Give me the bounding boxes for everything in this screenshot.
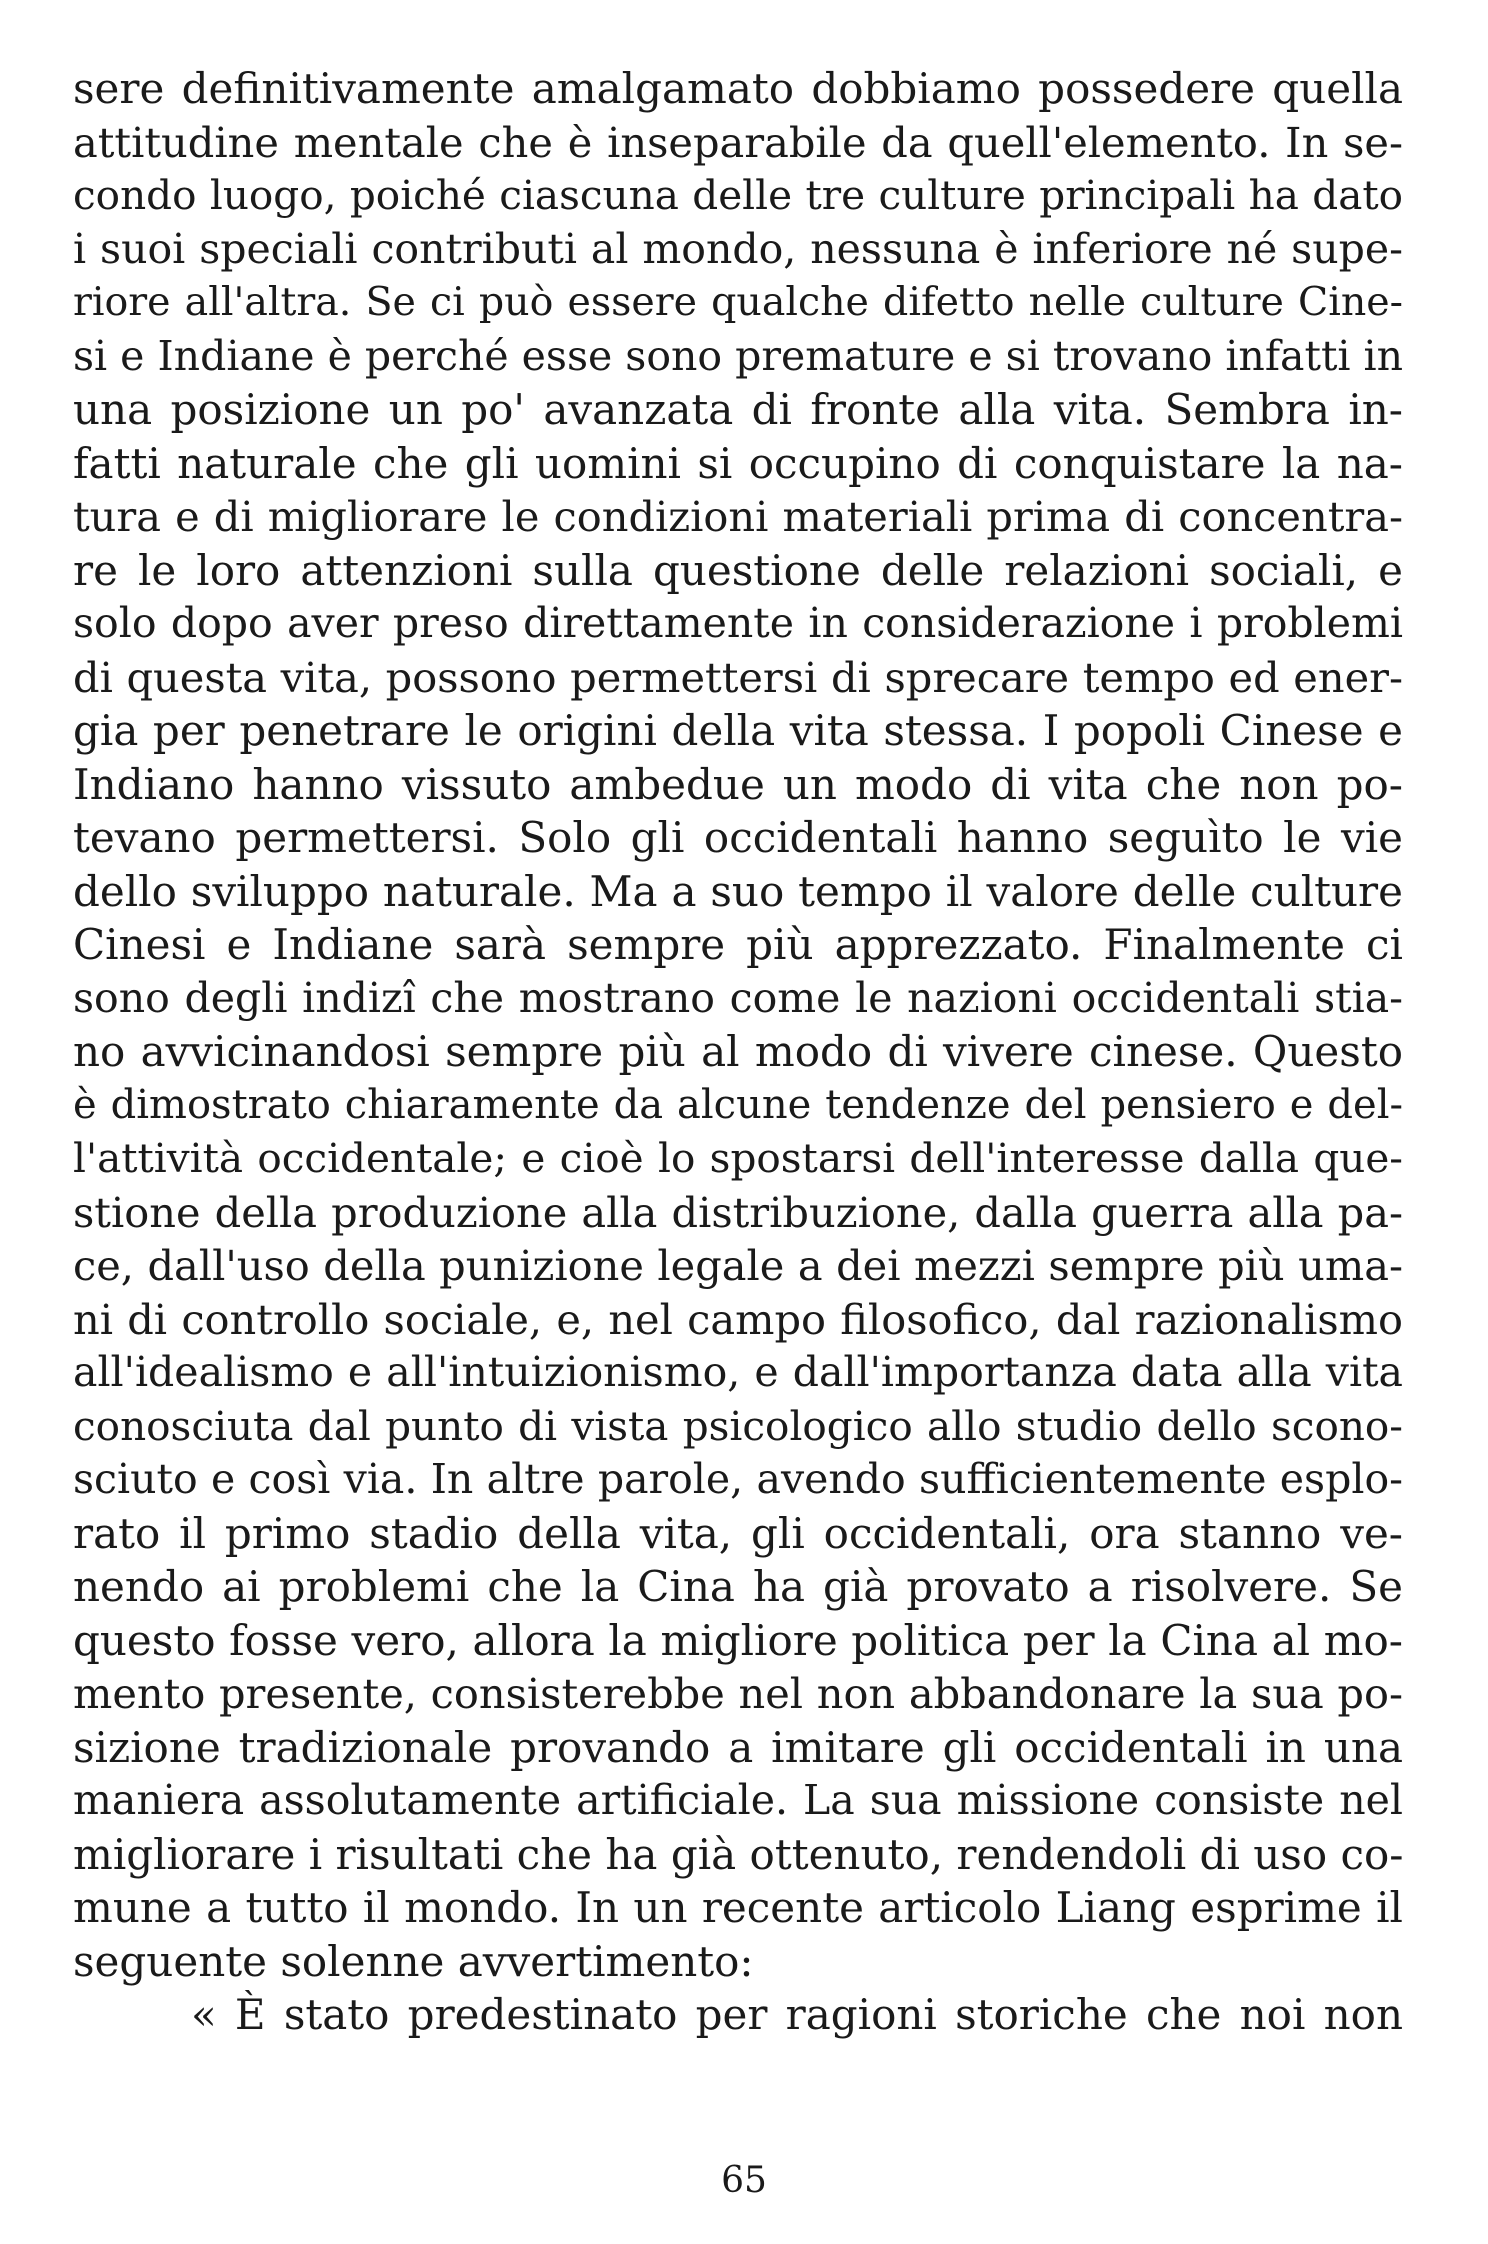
text-line: i suoi speciali contributi al mondo, nessuna è inferiore né supe-	[73, 224, 1403, 273]
text-line: tura e di migliorare le condizioni materiali prima di concentra-	[73, 492, 1403, 541]
text-line: migliorare i risultati che ha già ottenuto, rendendoli di uso co-	[73, 1829, 1404, 1879]
text-line: Cinesi e Indiane sarà sempre più apprezzato. Finalmente ci	[73, 920, 1403, 969]
quote-line: « È stato predestinato per ragioni storiche che noi non	[191, 1990, 1403, 2039]
text-line: mento presente, consisterebbe nel non abbandonare la sua po-	[73, 1669, 1403, 1718]
text-line: riore all'altra. Se ci può essere qualche difetto nelle culture Cine-	[73, 279, 1403, 325]
text-line: mune a tutto il mondo. In un recente articolo Liang esprime il	[73, 1883, 1403, 1932]
text-line: conosciuta dal punto di vista psicologico allo studio dello scono-	[73, 1401, 1403, 1450]
text-line: gia per penetrare le origini della vita stessa. I popoli Cinese e	[73, 706, 1403, 755]
text-line: solo dopo aver preso direttamente in considerazione i problemi	[73, 599, 1403, 647]
text-line: no avvicinandosi sempre più al modo di vivere cinese. Questo	[73, 1027, 1403, 1076]
page-number: 65	[721, 2160, 767, 2201]
text-line: attitudine mentale che è inseparabile da quell'elemento. In se-	[73, 117, 1403, 167]
text-line: nendo ai problemi che la Cina ha già provato a risolvere. Se	[73, 1562, 1403, 1611]
text-line: seguente solenne avvertimento:	[73, 1936, 754, 1986]
text-line: maniera assolutamente artificiale. La sua missione consiste nel	[73, 1776, 1403, 1824]
text-line: stione della produzione alla distribuzione, dalla guerra alla pa-	[73, 1187, 1403, 1237]
text-line: tevano permettersi. Solo gli occidentali hanno seguìto le vie	[73, 813, 1403, 862]
text-line: sciuto e così via. In altre parole, avendo sufficientemente esplo-	[73, 1455, 1403, 1503]
text-line: di questa vita, possono permettersi di sprecare tempo ed ener-	[73, 652, 1403, 702]
text-line: rato il primo stadio della vita, gli occidentali, ora stanno ve-	[73, 1508, 1403, 1558]
text-line: sono degli indizî che mostrano come le nazioni occidentali stia-	[73, 973, 1403, 1022]
text-line: l'attività occidentale; e cioè lo spostarsi dell'interesse dalla que-	[73, 1134, 1403, 1182]
text-line: sizione tradizionale provando a imitare gli occidentali in una	[73, 1722, 1403, 1772]
text-line: all'idealismo e all'intuizionismo, e dall'importanza data alla vita	[73, 1348, 1403, 1396]
text-line: è dimostrato chiaramente da alcune tendenze del pensiero e del-	[73, 1081, 1403, 1128]
text-line: re le loro attenzioni sulla questione delle relazioni sociali, e	[73, 545, 1403, 595]
text-line: si e Indiane è perché esse sono premature e si trovano infatti in	[73, 331, 1404, 380]
text-line: Indiano hanno vissuto ambedue un modo di vita che non po-	[73, 759, 1403, 809]
text-line: dello sviluppo naturale. Ma a suo tempo il valore delle culture	[73, 866, 1403, 916]
text-line: fatti naturale che gli uomini si occupino di conquistare la na-	[73, 438, 1403, 488]
text-line: una posizione un po' avanzata di fronte alla vita. Sembra in-	[73, 385, 1403, 434]
text-line: sere definitivamente amalgamato dobbiamo possedere quella	[73, 64, 1403, 113]
text-line: ce, dall'uso della punizione legale a dei mezzi sempre più uma-	[73, 1241, 1403, 1290]
body-text	[73, 62, 1403, 2042]
text-line: condo luogo, poiché ciascuna delle tre culture principali ha dato	[73, 171, 1403, 219]
text-line: ni di controllo sociale, e, nel campo filosofico, dal razionalismo	[73, 1294, 1403, 1344]
text-line: questo fosse vero, allora la migliore politica per la Cina al mo-	[73, 1615, 1403, 1665]
